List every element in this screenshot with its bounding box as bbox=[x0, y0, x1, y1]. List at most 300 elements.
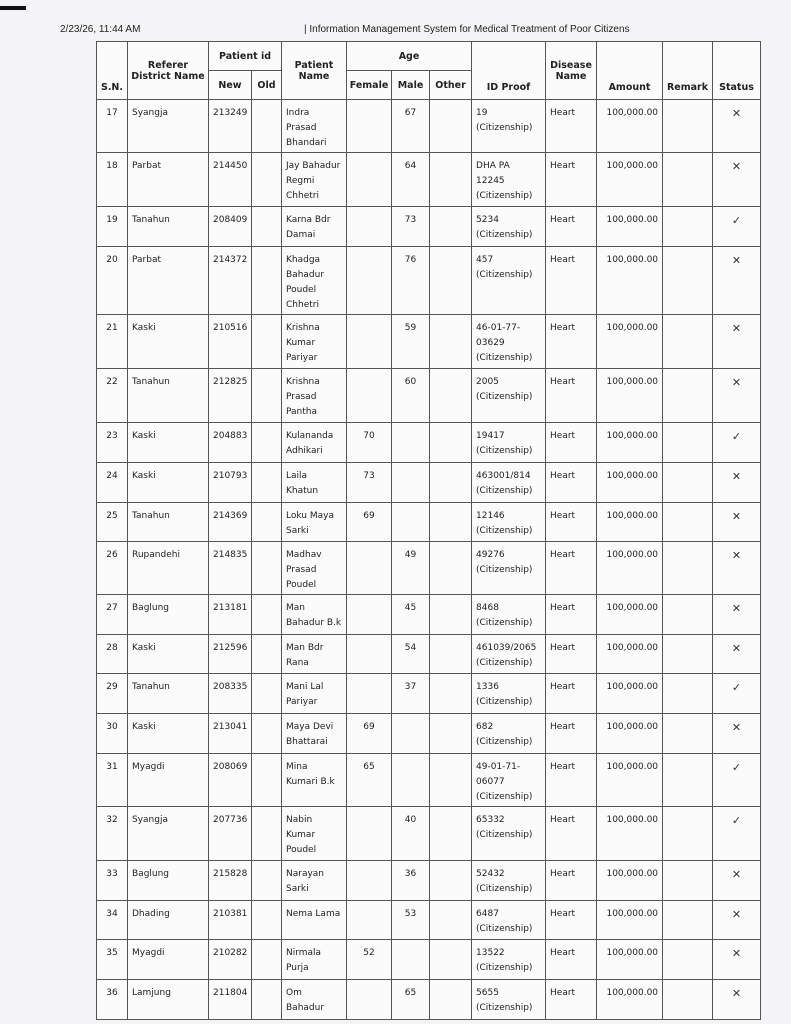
cell-district: Tanahun bbox=[128, 207, 209, 247]
cell-id-proof-line: 463001/814 bbox=[476, 471, 531, 481]
cell-sn: 23 bbox=[97, 423, 128, 463]
cell-district: Kaski bbox=[128, 635, 209, 674]
table-row bbox=[97, 674, 761, 714]
cell-id-proof bbox=[472, 807, 546, 861]
cell-amount: 100,000.00 bbox=[597, 861, 663, 901]
cell-patient-name bbox=[282, 153, 347, 207]
cell-other-age bbox=[430, 542, 472, 595]
cell-id-proof bbox=[472, 714, 546, 754]
header-new: New bbox=[209, 71, 252, 100]
cell-female-age bbox=[347, 861, 392, 901]
cell-male-age: 40 bbox=[392, 807, 430, 861]
cell-amount: 100,000.00 bbox=[597, 901, 663, 940]
table-row bbox=[97, 807, 761, 861]
cell-patient-name bbox=[282, 207, 347, 247]
cell-sn: 36 bbox=[97, 980, 128, 1020]
cell-female-age bbox=[347, 207, 392, 247]
cell-patient-name bbox=[282, 807, 347, 861]
header-age: Age bbox=[347, 42, 472, 71]
cell-status: ✕ bbox=[713, 153, 761, 207]
cell-patient-name bbox=[282, 542, 347, 595]
cell-id-proof bbox=[472, 754, 546, 807]
cell-status: ✕ bbox=[713, 369, 761, 423]
cell-disease: Heart bbox=[546, 369, 597, 423]
cell-patient-name bbox=[282, 861, 347, 901]
header-female: Female bbox=[347, 71, 392, 100]
cell-new-id: 212825 bbox=[209, 369, 252, 423]
cell-id-proof-line: 19 bbox=[476, 108, 488, 118]
patient-table bbox=[96, 41, 761, 1020]
table-row bbox=[97, 503, 761, 542]
cell-disease: Heart bbox=[546, 100, 597, 153]
cell-status: ✕ bbox=[713, 100, 761, 153]
cell-id-proof-line: (Citizenship) bbox=[476, 353, 533, 363]
cell-district: Parbat bbox=[128, 153, 209, 207]
cell-old-id bbox=[252, 674, 282, 714]
cell-patient-name-line: Chhetri bbox=[286, 191, 319, 201]
header-male: Male bbox=[392, 71, 430, 100]
cell-female-age: 70 bbox=[347, 423, 392, 463]
cell-female-age bbox=[347, 100, 392, 153]
cell-patient-name-line: Chhetri bbox=[286, 300, 319, 310]
cell-district: Tanahun bbox=[128, 674, 209, 714]
cell-sn: 33 bbox=[97, 861, 128, 901]
cell-status: ✓ bbox=[713, 674, 761, 714]
cell-male-age: 45 bbox=[392, 595, 430, 635]
cell-new-id: 213249 bbox=[209, 100, 252, 153]
cell-remark bbox=[663, 503, 713, 542]
cell-disease: Heart bbox=[546, 861, 597, 901]
cell-id-proof-line: 5655 bbox=[476, 988, 499, 998]
cell-female-age bbox=[347, 153, 392, 207]
cell-male-age: 67 bbox=[392, 100, 430, 153]
cell-remark bbox=[663, 980, 713, 1020]
header-id-proof: ID Proof bbox=[472, 42, 546, 100]
cell-old-id bbox=[252, 714, 282, 754]
cell-disease: Heart bbox=[546, 542, 597, 595]
cell-other-age bbox=[430, 315, 472, 369]
table-row bbox=[97, 635, 761, 674]
cell-amount: 100,000.00 bbox=[597, 315, 663, 369]
cell-male-age: 76 bbox=[392, 247, 430, 315]
table-row bbox=[97, 153, 761, 207]
cell-id-proof-line: (Citizenship) bbox=[476, 792, 533, 802]
cell-status: ✓ bbox=[713, 754, 761, 807]
table-row bbox=[97, 315, 761, 369]
cell-female-age bbox=[347, 595, 392, 635]
cell-id-proof-line: 457 bbox=[476, 255, 494, 265]
cell-female-age: 69 bbox=[347, 503, 392, 542]
header-other: Other bbox=[430, 71, 472, 100]
cell-sn: 30 bbox=[97, 714, 128, 754]
cell-patient-name-line: Sarki bbox=[286, 526, 309, 536]
cell-new-id: 210516 bbox=[209, 315, 252, 369]
cell-patient-name-line: Nema Lama bbox=[286, 909, 341, 919]
cell-amount: 100,000.00 bbox=[597, 247, 663, 315]
cell-other-age bbox=[430, 674, 472, 714]
cell-old-id bbox=[252, 423, 282, 463]
cell-id-proof-line: 5234 bbox=[476, 215, 499, 225]
cell-id-proof bbox=[472, 315, 546, 369]
cell-status: ✕ bbox=[713, 635, 761, 674]
cell-status: ✕ bbox=[713, 595, 761, 635]
cell-id-proof-line: (Citizenship) bbox=[476, 618, 533, 628]
cell-new-id: 207736 bbox=[209, 807, 252, 861]
cell-sn: 26 bbox=[97, 542, 128, 595]
cell-female-age: 52 bbox=[347, 940, 392, 980]
cell-patient-name-line: Madhav bbox=[286, 550, 322, 560]
cell-remark bbox=[663, 100, 713, 153]
cell-remark bbox=[663, 714, 713, 754]
cell-patient-name-line: Khatun bbox=[286, 486, 319, 496]
cell-id-proof bbox=[472, 595, 546, 635]
cell-district: Rupandehi bbox=[128, 542, 209, 595]
cell-id-proof-line: (Citizenship) bbox=[476, 1003, 533, 1013]
cell-other-age bbox=[430, 247, 472, 315]
cell-old-id bbox=[252, 901, 282, 940]
cell-disease: Heart bbox=[546, 503, 597, 542]
cell-id-proof-line: 461039/2065 bbox=[476, 643, 537, 653]
cell-amount: 100,000.00 bbox=[597, 369, 663, 423]
page-title: | Information Management System for Medical Treatment of Poor Citizens bbox=[304, 24, 630, 35]
cell-patient-name bbox=[282, 100, 347, 153]
cell-amount: 100,000.00 bbox=[597, 754, 663, 807]
cell-district: Baglung bbox=[128, 595, 209, 635]
cell-patient-name-line: Damai bbox=[286, 230, 316, 240]
cell-new-id: 210381 bbox=[209, 901, 252, 940]
header-remark: Remark bbox=[663, 42, 713, 100]
cell-female-age: 65 bbox=[347, 754, 392, 807]
cell-disease: Heart bbox=[546, 940, 597, 980]
cell-id-proof-line: (Citizenship) bbox=[476, 526, 533, 536]
cell-amount: 100,000.00 bbox=[597, 980, 663, 1020]
cell-new-id: 208409 bbox=[209, 207, 252, 247]
cell-patient-name-line: Kumar bbox=[286, 338, 316, 348]
cell-district: Kaski bbox=[128, 463, 209, 503]
cell-female-age bbox=[347, 315, 392, 369]
cell-patient-name-line: Kumari B.k bbox=[286, 777, 335, 787]
cell-other-age bbox=[430, 940, 472, 980]
cell-amount: 100,000.00 bbox=[597, 463, 663, 503]
cell-new-id: 208335 bbox=[209, 674, 252, 714]
cell-id-proof bbox=[472, 207, 546, 247]
cell-id-proof bbox=[472, 901, 546, 940]
cell-id-proof bbox=[472, 940, 546, 980]
cell-patient-name bbox=[282, 423, 347, 463]
header-patient-name: Patient Name bbox=[282, 42, 347, 100]
cell-disease: Heart bbox=[546, 635, 597, 674]
cell-patient-name-line: Man Bdr bbox=[286, 643, 324, 653]
cell-id-proof-line: (Citizenship) bbox=[476, 446, 533, 456]
cell-disease: Heart bbox=[546, 901, 597, 940]
cell-id-proof bbox=[472, 369, 546, 423]
cell-amount: 100,000.00 bbox=[597, 542, 663, 595]
table-body bbox=[97, 100, 761, 1020]
cell-district: Syangja bbox=[128, 807, 209, 861]
cell-patient-name-line: Nabin bbox=[286, 815, 313, 825]
cell-old-id bbox=[252, 100, 282, 153]
cell-district: Kaski bbox=[128, 714, 209, 754]
cell-sn: 17 bbox=[97, 100, 128, 153]
cell-other-age bbox=[430, 754, 472, 807]
header-sn: S.N. bbox=[97, 42, 128, 100]
cell-patient-name-line: Pariyar bbox=[286, 697, 318, 707]
cell-patient-name-line: Krishna bbox=[286, 377, 320, 387]
cell-sn: 18 bbox=[97, 153, 128, 207]
cell-patient-name-line: Bahadur B.k bbox=[286, 618, 342, 628]
cell-sn: 28 bbox=[97, 635, 128, 674]
cell-old-id bbox=[252, 861, 282, 901]
cell-remark bbox=[663, 207, 713, 247]
cell-patient-name-line: Khadga bbox=[286, 255, 321, 265]
cell-new-id: 214450 bbox=[209, 153, 252, 207]
cell-other-age bbox=[430, 901, 472, 940]
cell-female-age bbox=[347, 369, 392, 423]
cell-id-proof bbox=[472, 542, 546, 595]
cell-disease: Heart bbox=[546, 207, 597, 247]
cell-old-id bbox=[252, 807, 282, 861]
scan-mark bbox=[0, 6, 26, 10]
cell-remark bbox=[663, 754, 713, 807]
cell-other-age bbox=[430, 861, 472, 901]
cell-remark bbox=[663, 595, 713, 635]
cell-remark bbox=[663, 635, 713, 674]
cell-patient-name-line: Sarki bbox=[286, 884, 309, 894]
cell-id-proof-line: (Citizenship) bbox=[476, 191, 533, 201]
cell-patient-name-line: Poudel bbox=[286, 580, 317, 590]
cell-male-age: 59 bbox=[392, 315, 430, 369]
cell-new-id: 211804 bbox=[209, 980, 252, 1020]
cell-patient-name bbox=[282, 247, 347, 315]
cell-id-proof bbox=[472, 247, 546, 315]
cell-female-age bbox=[347, 901, 392, 940]
cell-district: Lamjung bbox=[128, 980, 209, 1020]
cell-male-age bbox=[392, 714, 430, 754]
table-row bbox=[97, 901, 761, 940]
cell-female-age bbox=[347, 542, 392, 595]
cell-old-id bbox=[252, 503, 282, 542]
cell-status: ✕ bbox=[713, 861, 761, 901]
cell-sn: 22 bbox=[97, 369, 128, 423]
cell-patient-name-line: Kulananda bbox=[286, 431, 334, 441]
cell-patient-name bbox=[282, 463, 347, 503]
cell-patient-name bbox=[282, 901, 347, 940]
cell-amount: 100,000.00 bbox=[597, 807, 663, 861]
cell-disease: Heart bbox=[546, 247, 597, 315]
cell-male-age bbox=[392, 754, 430, 807]
cell-patient-name bbox=[282, 674, 347, 714]
table-row bbox=[97, 595, 761, 635]
cell-other-age bbox=[430, 207, 472, 247]
cell-female-age: 73 bbox=[347, 463, 392, 503]
cell-district: Tanahun bbox=[128, 369, 209, 423]
cell-status: ✓ bbox=[713, 207, 761, 247]
cell-old-id bbox=[252, 315, 282, 369]
cell-remark bbox=[663, 423, 713, 463]
cell-patient-name-line: Pantha bbox=[286, 407, 317, 417]
cell-other-age bbox=[430, 369, 472, 423]
cell-amount: 100,000.00 bbox=[597, 503, 663, 542]
cell-amount: 100,000.00 bbox=[597, 100, 663, 153]
cell-patient-name bbox=[282, 714, 347, 754]
cell-id-proof-line: 6487 bbox=[476, 909, 499, 919]
cell-other-age bbox=[430, 503, 472, 542]
cell-disease: Heart bbox=[546, 153, 597, 207]
cell-patient-name-line: Prasad bbox=[286, 392, 317, 402]
cell-status: ✕ bbox=[713, 503, 761, 542]
cell-remark bbox=[663, 674, 713, 714]
cell-sn: 31 bbox=[97, 754, 128, 807]
cell-status: ✕ bbox=[713, 315, 761, 369]
cell-status: ✓ bbox=[713, 807, 761, 861]
cell-other-age bbox=[430, 980, 472, 1020]
cell-id-proof-line: 12146 bbox=[476, 511, 505, 521]
cell-other-age bbox=[430, 714, 472, 754]
cell-status: ✓ bbox=[713, 423, 761, 463]
cell-patient-name-line: Bahadur bbox=[286, 270, 325, 280]
cell-other-age bbox=[430, 153, 472, 207]
cell-id-proof-line: 46-01-77- bbox=[476, 323, 521, 333]
cell-amount: 100,000.00 bbox=[597, 674, 663, 714]
cell-male-age: 54 bbox=[392, 635, 430, 674]
cell-new-id: 214372 bbox=[209, 247, 252, 315]
cell-district: Baglung bbox=[128, 861, 209, 901]
cell-patient-name-line: Krishna bbox=[286, 323, 320, 333]
cell-old-id bbox=[252, 247, 282, 315]
cell-id-proof-line: (Citizenship) bbox=[476, 697, 533, 707]
cell-patient-name bbox=[282, 635, 347, 674]
cell-patient-name-line: Regmi bbox=[286, 176, 315, 186]
cell-patient-name-line: Pariyar bbox=[286, 353, 318, 363]
cell-other-age bbox=[430, 595, 472, 635]
cell-amount: 100,000.00 bbox=[597, 940, 663, 980]
cell-id-proof-line: (Citizenship) bbox=[476, 565, 533, 575]
cell-status: ✕ bbox=[713, 247, 761, 315]
cell-sn: 20 bbox=[97, 247, 128, 315]
cell-old-id bbox=[252, 595, 282, 635]
cell-male-age: 37 bbox=[392, 674, 430, 714]
header-district: Referer District Name bbox=[128, 42, 209, 100]
cell-patient-name-line: Nirmala bbox=[286, 948, 322, 958]
cell-male-age: 49 bbox=[392, 542, 430, 595]
table-row bbox=[97, 463, 761, 503]
cell-male-age bbox=[392, 940, 430, 980]
cell-patient-name-line: Mina bbox=[286, 762, 308, 772]
cell-patient-name bbox=[282, 595, 347, 635]
cell-id-proof-line: 1336 bbox=[476, 682, 499, 692]
cell-disease: Heart bbox=[546, 595, 597, 635]
cell-status: ✕ bbox=[713, 940, 761, 980]
cell-status: ✕ bbox=[713, 542, 761, 595]
cell-female-age bbox=[347, 247, 392, 315]
cell-new-id: 210282 bbox=[209, 940, 252, 980]
cell-female-age bbox=[347, 635, 392, 674]
cell-disease: Heart bbox=[546, 423, 597, 463]
cell-district: Parbat bbox=[128, 247, 209, 315]
cell-patient-name-line: Maya Devi bbox=[286, 722, 334, 732]
cell-sn: 25 bbox=[97, 503, 128, 542]
cell-remark bbox=[663, 463, 713, 503]
cell-id-proof-line: (Citizenship) bbox=[476, 230, 533, 240]
cell-amount: 100,000.00 bbox=[597, 153, 663, 207]
cell-amount: 100,000.00 bbox=[597, 207, 663, 247]
cell-new-id: 213041 bbox=[209, 714, 252, 754]
table-row bbox=[97, 369, 761, 423]
cell-new-id: 208069 bbox=[209, 754, 252, 807]
cell-male-age: 60 bbox=[392, 369, 430, 423]
cell-male-age bbox=[392, 463, 430, 503]
cell-id-proof bbox=[472, 463, 546, 503]
cell-id-proof bbox=[472, 423, 546, 463]
cell-district: Dhading bbox=[128, 901, 209, 940]
table-row bbox=[97, 754, 761, 807]
cell-id-proof-line: 49-01-71- bbox=[476, 762, 521, 772]
table-row bbox=[97, 714, 761, 754]
cell-amount: 100,000.00 bbox=[597, 423, 663, 463]
cell-amount: 100,000.00 bbox=[597, 714, 663, 754]
cell-disease: Heart bbox=[546, 807, 597, 861]
cell-other-age bbox=[430, 635, 472, 674]
cell-patient-name bbox=[282, 980, 347, 1020]
cell-patient-name bbox=[282, 369, 347, 423]
cell-id-proof bbox=[472, 153, 546, 207]
cell-male-age: 36 bbox=[392, 861, 430, 901]
cell-patient-name-line: Laila bbox=[286, 471, 308, 481]
cell-patient-name-line: Narayan bbox=[286, 869, 325, 879]
cell-patient-name-line: Bhandari bbox=[286, 138, 327, 148]
cell-id-proof-line: 13522 bbox=[476, 948, 505, 958]
cell-old-id bbox=[252, 207, 282, 247]
cell-sn: 35 bbox=[97, 940, 128, 980]
cell-status: ✕ bbox=[713, 714, 761, 754]
cell-status: ✕ bbox=[713, 980, 761, 1020]
cell-new-id: 213181 bbox=[209, 595, 252, 635]
cell-patient-name-line: Prasad bbox=[286, 565, 317, 575]
cell-new-id: 215828 bbox=[209, 861, 252, 901]
header-amount: Amount bbox=[597, 42, 663, 100]
table-row bbox=[97, 940, 761, 980]
cell-disease: Heart bbox=[546, 980, 597, 1020]
cell-patient-name bbox=[282, 315, 347, 369]
cell-remark bbox=[663, 247, 713, 315]
cell-id-proof-line: 2005 bbox=[476, 377, 499, 387]
cell-sn: 19 bbox=[97, 207, 128, 247]
cell-other-age bbox=[430, 100, 472, 153]
cell-new-id: 212596 bbox=[209, 635, 252, 674]
cell-status: ✕ bbox=[713, 463, 761, 503]
cell-patient-name-line: Jay Bahadur bbox=[286, 161, 341, 171]
cell-id-proof-line: 52432 bbox=[476, 869, 505, 879]
cell-new-id: 210793 bbox=[209, 463, 252, 503]
cell-male-age: 53 bbox=[392, 901, 430, 940]
table-row bbox=[97, 423, 761, 463]
cell-disease: Heart bbox=[546, 714, 597, 754]
cell-id-proof-line: 682 bbox=[476, 722, 494, 732]
cell-patient-name-line: Poudel bbox=[286, 845, 317, 855]
cell-remark bbox=[663, 369, 713, 423]
cell-id-proof bbox=[472, 674, 546, 714]
cell-district: Syangja bbox=[128, 100, 209, 153]
cell-disease: Heart bbox=[546, 754, 597, 807]
header-status: Status bbox=[713, 42, 761, 100]
cell-remark bbox=[663, 542, 713, 595]
cell-sn: 24 bbox=[97, 463, 128, 503]
cell-remark bbox=[663, 901, 713, 940]
cell-old-id bbox=[252, 369, 282, 423]
cell-id-proof-line: (Citizenship) bbox=[476, 486, 533, 496]
cell-patient-name-line: Kumar bbox=[286, 830, 316, 840]
cell-patient-name-line: Purja bbox=[286, 963, 309, 973]
